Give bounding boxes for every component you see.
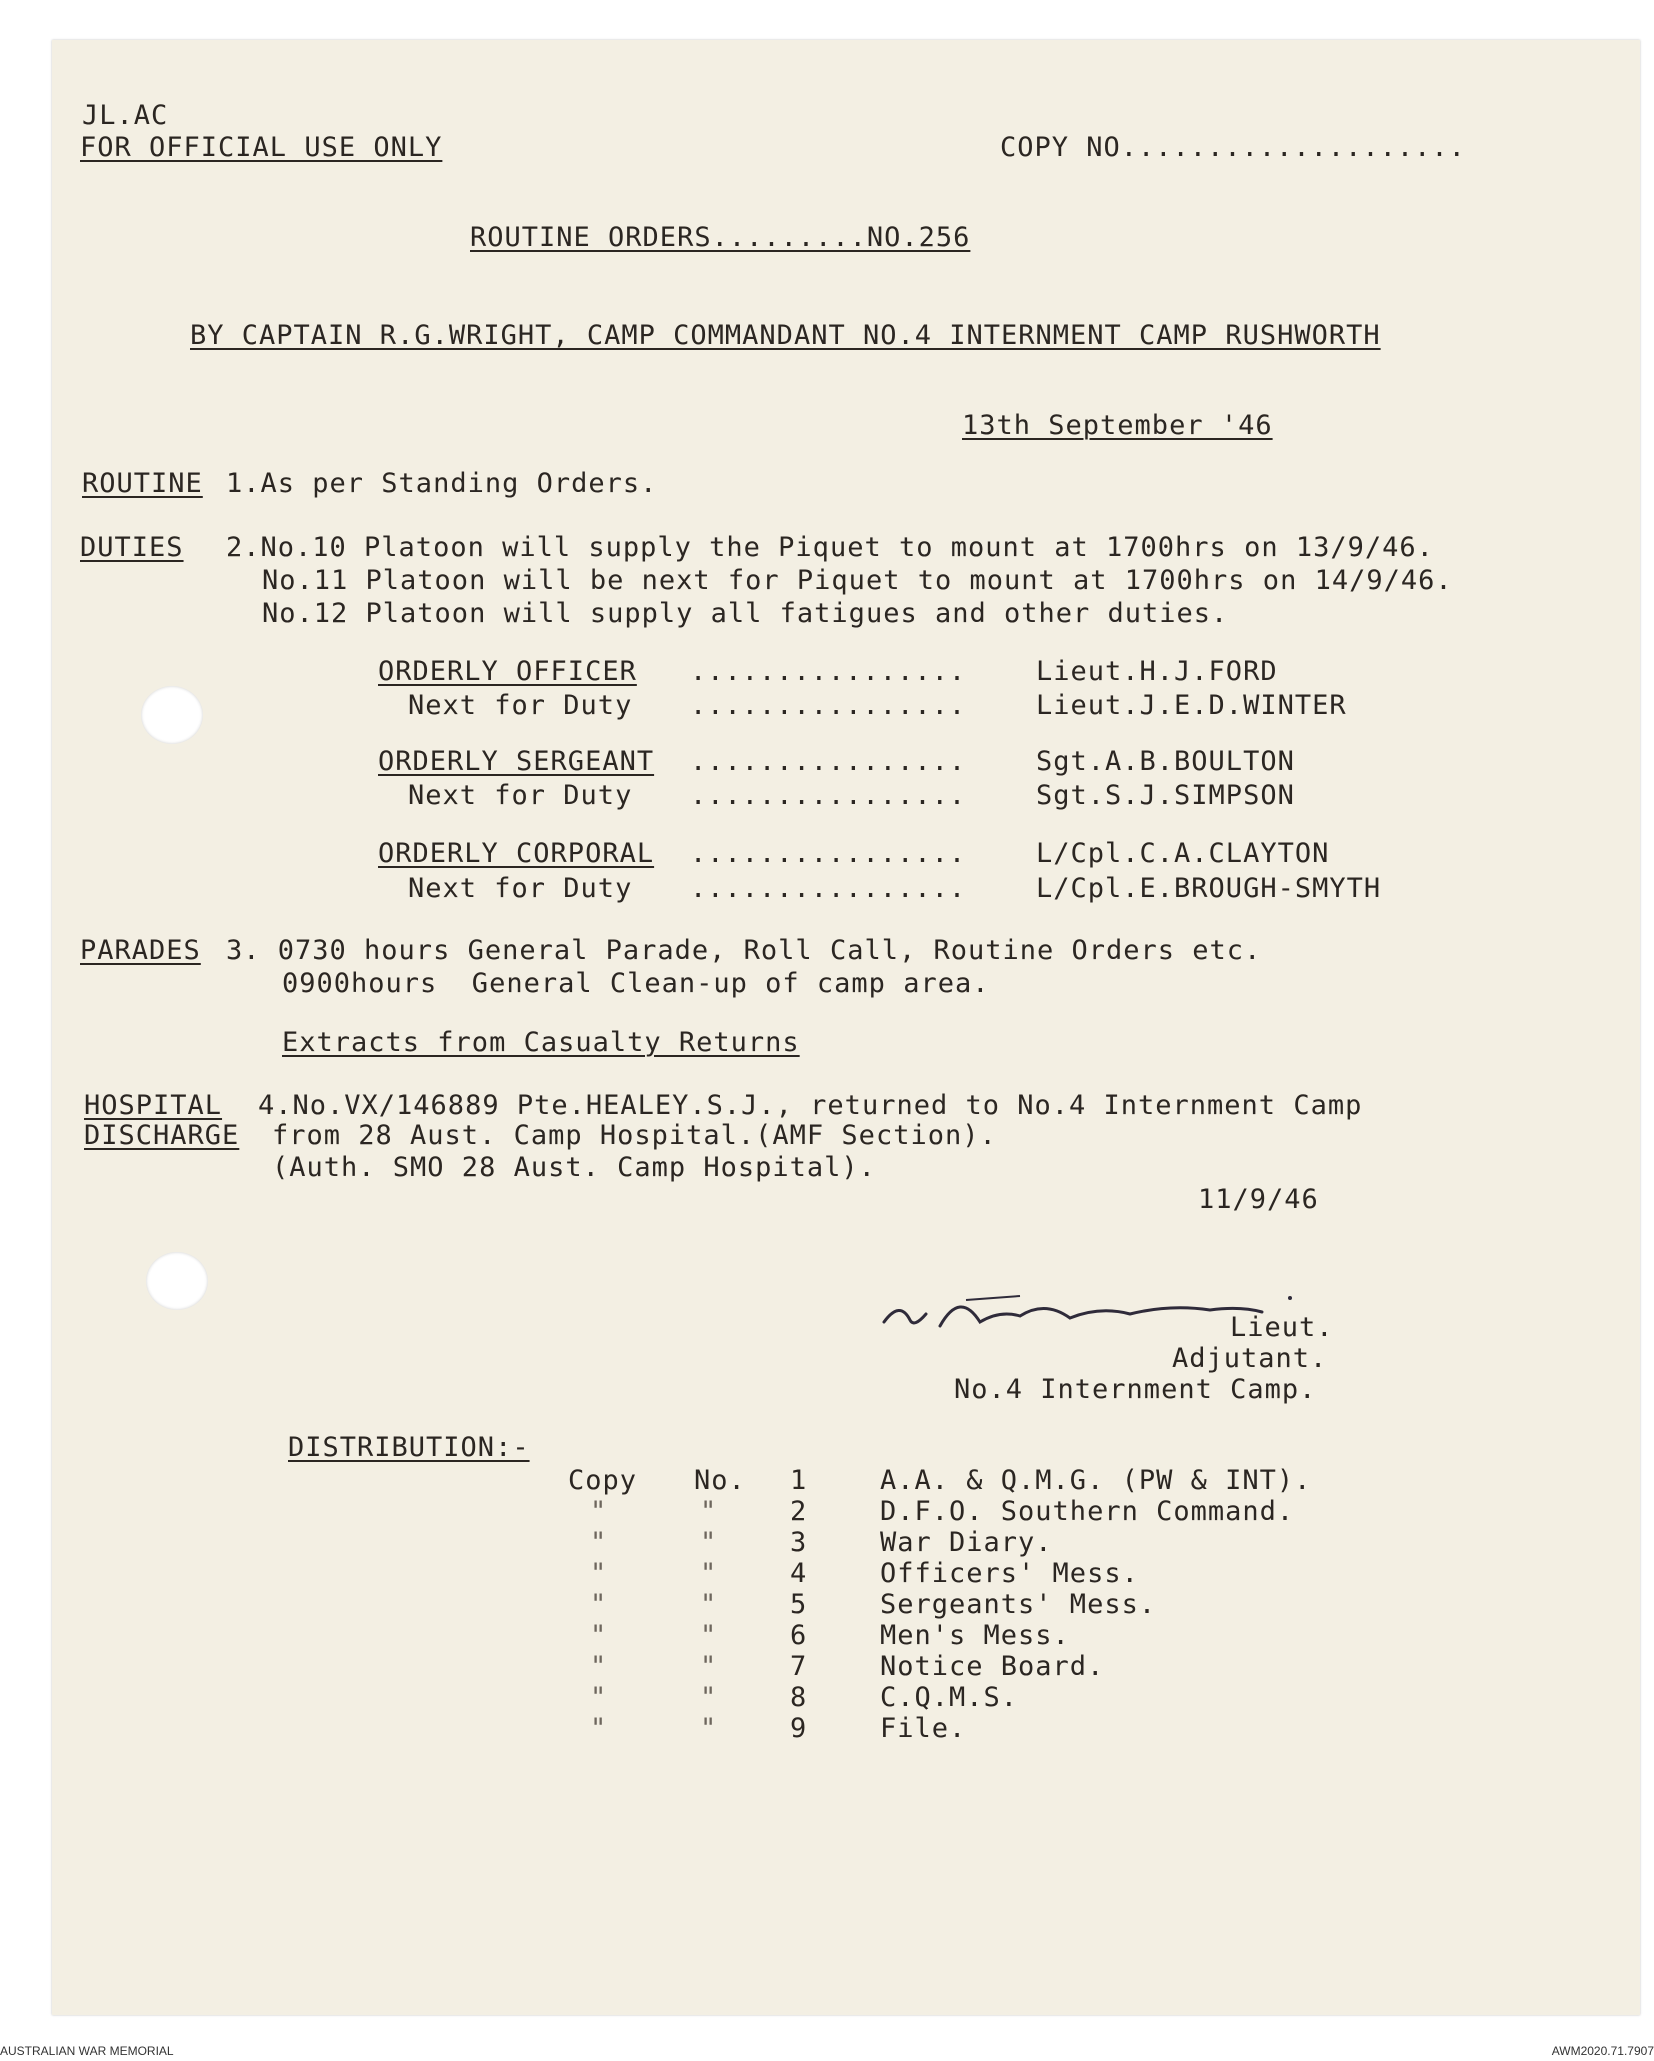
hospital-label: HOSPITAL (84, 1090, 223, 1121)
ditto-mark: " (590, 1589, 608, 1620)
distribution-copy-header: Copy (568, 1465, 638, 1496)
distribution-copy-number: 5 (790, 1589, 808, 1620)
document-title: ROUTINE ORDERS.........NO.256 (470, 222, 971, 253)
roster-leader: ................ (690, 656, 967, 687)
order-date: 13th September '46 (962, 410, 1273, 441)
distribution-recipient: D.F.O. Southern Command. (880, 1496, 1295, 1527)
ditto-mark: " (700, 1713, 718, 1744)
signature-appointment: Adjutant. (1172, 1343, 1328, 1374)
roster-leader: ................ (690, 838, 967, 869)
roster-name: L/Cpl.C.A.CLAYTON (1036, 838, 1330, 869)
signature-rank: Lieut. (1230, 1312, 1334, 1343)
roster-role: ORDERLY OFFICER (378, 656, 637, 687)
roster-leader: ................ (690, 873, 967, 904)
punch-hole (146, 1252, 208, 1310)
ditto-mark: " (700, 1651, 718, 1682)
copy-number: COPY NO.................... (1000, 132, 1466, 163)
ditto-mark: " (700, 1620, 718, 1651)
distribution-copy-number: 1 (790, 1465, 808, 1496)
distribution-copy-number: 4 (790, 1558, 808, 1589)
routine-label: ROUTINE (82, 468, 203, 499)
distribution-copy-number: 7 (790, 1651, 808, 1682)
distribution-copy-number: 6 (790, 1620, 808, 1651)
distribution-recipient: A.A. & Q.M.G. (PW & INT). (880, 1465, 1312, 1496)
distribution-no-header: No. (694, 1465, 746, 1496)
parades-line: 0900hours General Clean-up of camp area. (282, 968, 990, 999)
distribution-recipient: Sergeants' Mess. (880, 1589, 1157, 1620)
distribution-label: DISTRIBUTION:- (288, 1432, 530, 1463)
ditto-mark: " (590, 1558, 608, 1589)
distribution-copy-number: 3 (790, 1527, 808, 1558)
ditto-mark: " (590, 1651, 608, 1682)
extracts-heading: Extracts from Casualty Returns (282, 1027, 800, 1058)
distribution-recipient: C.Q.M.S. (880, 1682, 1019, 1713)
duties-line: 2.No.10 Platoon will supply the Piquet to mount at 1700hrs on 13/9/46. (226, 532, 1434, 563)
distribution-recipient: File. (880, 1713, 967, 1744)
ditto-mark: " (700, 1589, 718, 1620)
hospital-line: from 28 Aust. Camp Hospital.(AMF Section). (272, 1120, 997, 1151)
duties-line: No.11 Platoon will be next for Piquet to mount at 1700hrs on 14/9/46. (262, 565, 1453, 596)
reference-code: JL.AC (82, 100, 169, 131)
ditto-mark: " (590, 1527, 608, 1558)
ditto-mark: " (700, 1682, 718, 1713)
parades-line: 3. 0730 hours General Parade, Roll Call, Routine Orders etc. (226, 935, 1262, 966)
duties-label: DUTIES (80, 532, 184, 563)
roster-role: ORDERLY SERGEANT (378, 746, 655, 777)
footer-credit: AUSTRALIAN WAR MEMORIAL (0, 2044, 174, 2058)
distribution-copy-number: 9 (790, 1713, 808, 1744)
parades-label: PARADES (80, 935, 201, 966)
hospital-line: (Auth. SMO 28 Aust. Camp Hospital). (272, 1152, 876, 1183)
roster-next-name: Lieut.J.E.D.WINTER (1036, 690, 1347, 721)
duties-line: No.12 Platoon will supply all fatigues and other duties. (262, 598, 1229, 629)
ditto-mark: " (700, 1496, 718, 1527)
routine-text: 1.As per Standing Orders. (226, 468, 658, 499)
roster-name: Sgt.A.B.BOULTON (1036, 746, 1295, 777)
footer-accession: AWM2020.71.7907 (1551, 2044, 1654, 2058)
roster-leader: ................ (690, 780, 967, 811)
roster-role: ORDERLY CORPORAL (378, 838, 655, 869)
distribution-recipient: Notice Board. (880, 1651, 1105, 1682)
distribution-copy-number: 2 (790, 1496, 808, 1527)
distribution-copy-number: 8 (790, 1682, 808, 1713)
roster-next-name: Sgt.S.J.SIMPSON (1036, 780, 1295, 811)
ditto-mark: " (700, 1558, 718, 1589)
discharge-label: DISCHARGE (84, 1120, 240, 1151)
roster-leader: ................ (690, 690, 967, 721)
roster-next-label: Next for Duty (408, 780, 633, 811)
ditto-mark: " (590, 1713, 608, 1744)
roster-name: Lieut.H.J.FORD (1036, 656, 1278, 687)
signature-unit: No.4 Internment Camp. (954, 1374, 1317, 1405)
roster-next-label: Next for Duty (408, 873, 633, 904)
classification-label: FOR OFFICIAL USE ONLY (80, 132, 443, 163)
distribution-recipient: War Diary. (880, 1527, 1053, 1558)
roster-leader: ................ (690, 746, 967, 777)
roster-next-name: L/Cpl.E.BROUGH-SMYTH (1036, 873, 1382, 904)
distribution-recipient: Officers' Mess. (880, 1558, 1139, 1589)
ditto-mark: " (700, 1527, 718, 1558)
ditto-mark: " (590, 1620, 608, 1651)
punch-hole (141, 686, 203, 744)
hospital-line: 4.No.VX/146889 Pte.HEALEY.S.J., returned to No.4 Internment Camp (258, 1090, 1363, 1121)
hospital-date: 11/9/46 (1198, 1184, 1319, 1215)
ditto-mark: " (590, 1496, 608, 1527)
roster-next-label: Next for Duty (408, 690, 633, 721)
distribution-recipient: Men's Mess. (880, 1620, 1070, 1651)
document-subtitle: BY CAPTAIN R.G.WRIGHT, CAMP COMMANDANT NO.4 INTERNMENT CAMP RUSHWORTH (190, 320, 1381, 351)
ditto-mark: " (590, 1682, 608, 1713)
